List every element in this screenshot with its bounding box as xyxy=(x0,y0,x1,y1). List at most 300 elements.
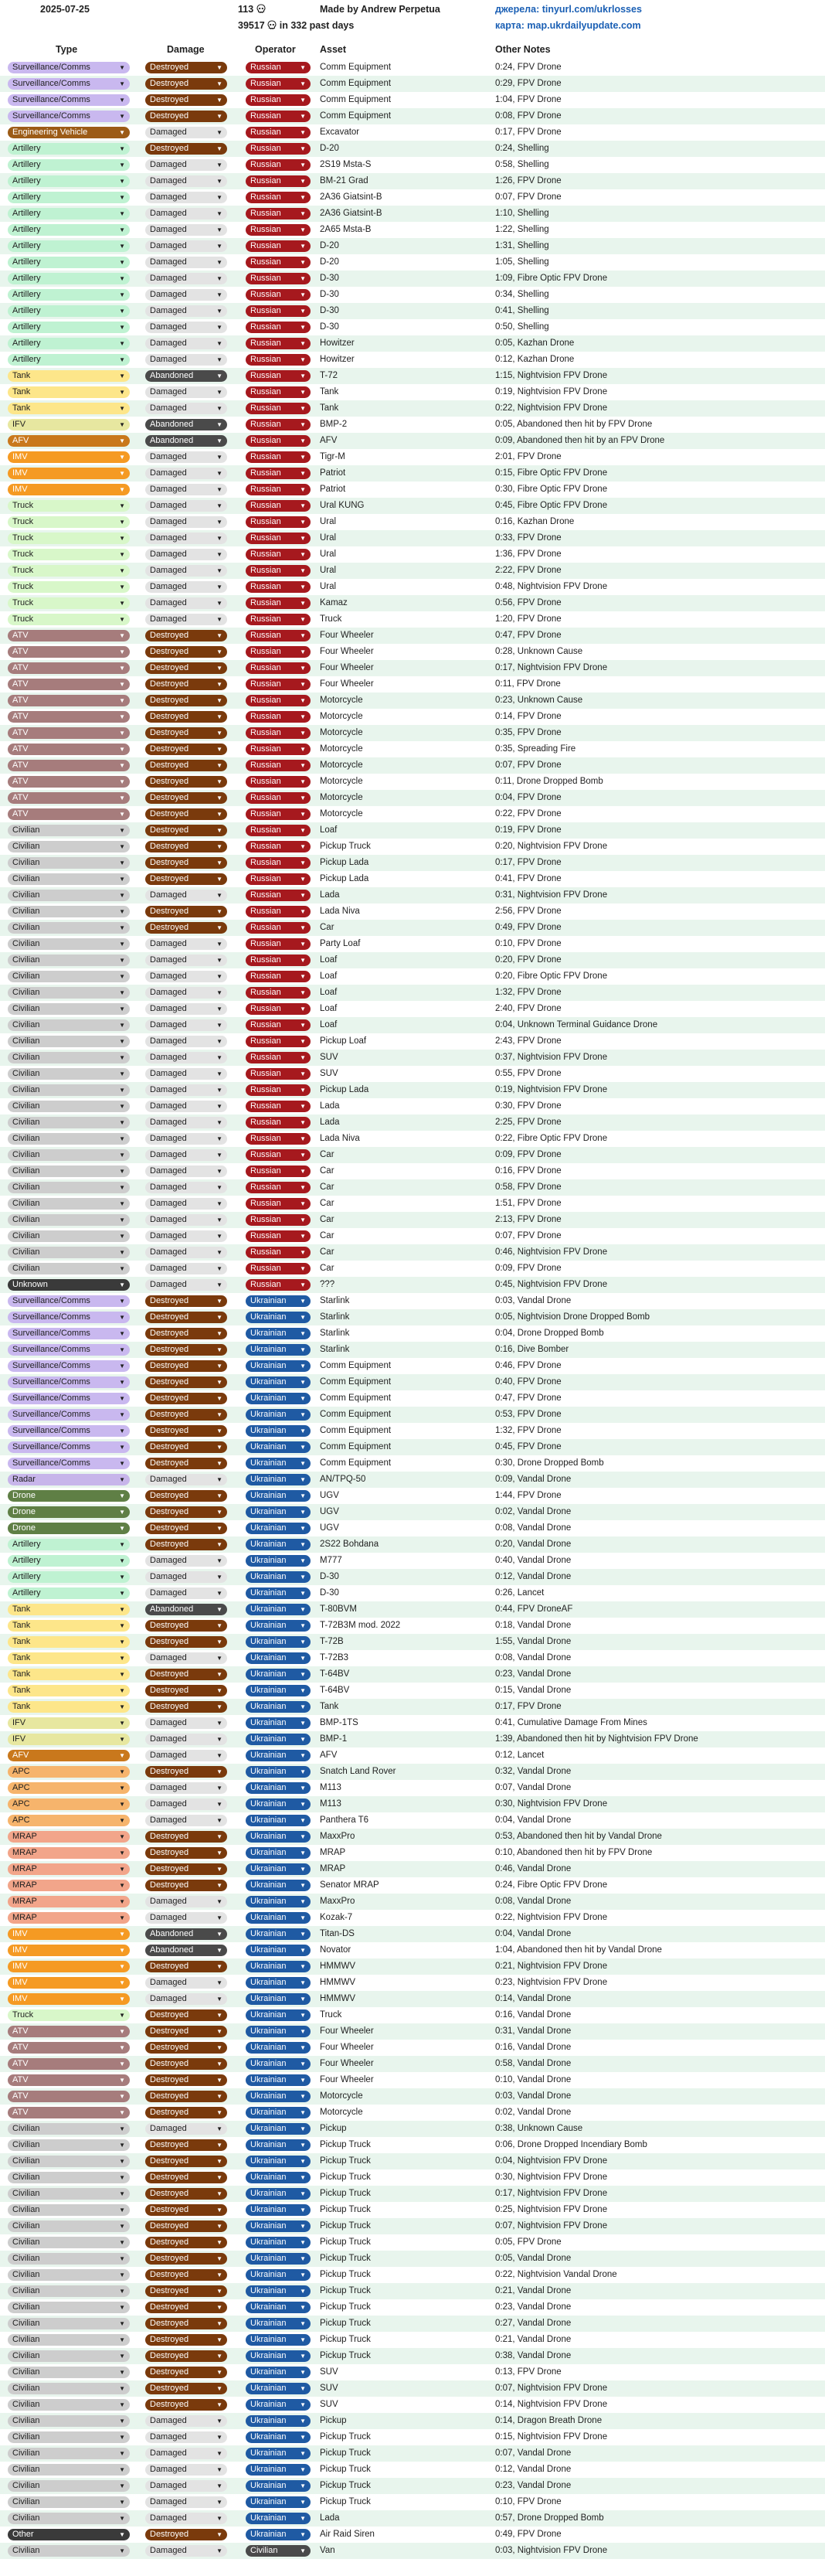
damage-dropdown[interactable] xyxy=(145,143,227,155)
type-dropdown[interactable] xyxy=(8,500,130,512)
type-dropdown[interactable] xyxy=(8,1961,130,1972)
damage-dropdown[interactable] xyxy=(145,2107,227,2118)
operator-dropdown[interactable] xyxy=(246,2204,311,2216)
operator-dropdown[interactable] xyxy=(246,2448,311,2459)
type-dropdown[interactable] xyxy=(8,127,130,138)
operator-dropdown[interactable] xyxy=(246,1052,311,1063)
operator-dropdown[interactable] xyxy=(246,890,311,901)
operator-dropdown[interactable] xyxy=(246,2318,311,2329)
operator-dropdown[interactable] xyxy=(246,500,311,512)
type-dropdown[interactable] xyxy=(8,516,130,528)
type-dropdown[interactable] xyxy=(8,1734,130,1745)
type-dropdown[interactable] xyxy=(8,2383,130,2394)
damage-dropdown[interactable] xyxy=(145,646,227,658)
operator-dropdown[interactable] xyxy=(246,289,311,301)
operator-dropdown[interactable] xyxy=(246,1474,311,1485)
damage-dropdown[interactable] xyxy=(145,1214,227,1226)
operator-dropdown[interactable] xyxy=(246,597,311,609)
type-dropdown[interactable] xyxy=(8,1701,130,1713)
operator-dropdown[interactable] xyxy=(246,2431,311,2443)
damage-dropdown[interactable] xyxy=(145,2367,227,2378)
type-dropdown[interactable] xyxy=(8,2513,130,2524)
damage-dropdown[interactable] xyxy=(145,1523,227,1534)
operator-dropdown[interactable] xyxy=(246,760,311,771)
operator-dropdown[interactable] xyxy=(246,2480,311,2492)
operator-dropdown[interactable] xyxy=(246,581,311,593)
operator-dropdown[interactable] xyxy=(246,1279,311,1291)
damage-dropdown[interactable] xyxy=(145,1458,227,1469)
operator-dropdown[interactable] xyxy=(246,1604,311,1615)
operator-dropdown[interactable] xyxy=(246,1360,311,1372)
damage-dropdown[interactable] xyxy=(145,873,227,885)
damage-dropdown[interactable] xyxy=(145,1912,227,1924)
operator-dropdown[interactable] xyxy=(246,1198,311,1210)
damage-dropdown[interactable] xyxy=(145,322,227,333)
type-dropdown[interactable] xyxy=(8,581,130,593)
type-dropdown[interactable] xyxy=(8,1084,130,1096)
damage-dropdown[interactable] xyxy=(145,1084,227,1096)
operator-dropdown[interactable] xyxy=(246,2496,311,2508)
operator-dropdown[interactable] xyxy=(246,2513,311,2524)
type-dropdown[interactable] xyxy=(8,1766,130,1778)
damage-dropdown[interactable] xyxy=(145,338,227,349)
operator-dropdown[interactable] xyxy=(246,2188,311,2200)
operator-dropdown[interactable] xyxy=(246,1945,311,1956)
type-dropdown[interactable] xyxy=(8,1506,130,1518)
damage-dropdown[interactable] xyxy=(145,1409,227,1421)
damage-dropdown[interactable] xyxy=(145,2302,227,2313)
damage-dropdown[interactable] xyxy=(145,1896,227,1907)
operator-dropdown[interactable] xyxy=(246,2074,311,2086)
type-dropdown[interactable] xyxy=(8,1360,130,1372)
damage-dropdown[interactable] xyxy=(145,2545,227,2557)
operator-dropdown[interactable] xyxy=(246,2107,311,2118)
type-dropdown[interactable] xyxy=(8,192,130,203)
damage-dropdown[interactable] xyxy=(145,2237,227,2248)
damage-dropdown[interactable] xyxy=(145,468,227,479)
operator-dropdown[interactable] xyxy=(246,1344,311,1356)
operator-dropdown[interactable] xyxy=(246,792,311,804)
operator-dropdown[interactable] xyxy=(246,1993,311,2005)
damage-dropdown[interactable] xyxy=(145,1604,227,1615)
operator-dropdown[interactable] xyxy=(246,906,311,917)
damage-dropdown[interactable] xyxy=(145,2496,227,2508)
type-dropdown[interactable] xyxy=(8,1279,130,1291)
type-dropdown[interactable] xyxy=(8,1587,130,1599)
type-dropdown[interactable] xyxy=(8,1490,130,1502)
operator-dropdown[interactable] xyxy=(246,1863,311,1875)
type-dropdown[interactable] xyxy=(8,1571,130,1583)
damage-dropdown[interactable] xyxy=(145,78,227,90)
type-dropdown[interactable] xyxy=(8,2415,130,2427)
type-dropdown[interactable] xyxy=(8,484,130,495)
damage-dropdown[interactable] xyxy=(145,1117,227,1128)
damage-dropdown[interactable] xyxy=(145,1263,227,1274)
type-dropdown[interactable] xyxy=(8,1312,130,1323)
operator-dropdown[interactable] xyxy=(246,2156,311,2167)
damage-dropdown[interactable] xyxy=(145,1587,227,1599)
type-dropdown[interactable] xyxy=(8,1295,130,1307)
operator-dropdown[interactable] xyxy=(246,776,311,788)
operator-dropdown[interactable] xyxy=(246,2399,311,2411)
type-dropdown[interactable] xyxy=(8,955,130,966)
type-dropdown[interactable] xyxy=(8,1036,130,1047)
damage-dropdown[interactable] xyxy=(145,1182,227,1193)
damage-dropdown[interactable] xyxy=(145,1555,227,1567)
operator-dropdown[interactable] xyxy=(246,662,311,674)
type-dropdown[interactable] xyxy=(8,808,130,820)
damage-dropdown[interactable] xyxy=(145,549,227,560)
damage-dropdown[interactable] xyxy=(145,2415,227,2427)
operator-dropdown[interactable] xyxy=(246,1669,311,1680)
column-header-asset[interactable]: Asset xyxy=(320,44,347,55)
type-dropdown[interactable] xyxy=(8,1133,130,1145)
operator-dropdown[interactable] xyxy=(246,2350,311,2362)
operator-dropdown[interactable] xyxy=(246,484,311,495)
type-dropdown[interactable] xyxy=(8,403,130,414)
operator-dropdown[interactable] xyxy=(246,305,311,317)
type-dropdown[interactable] xyxy=(8,1101,130,1112)
type-dropdown[interactable] xyxy=(8,2269,130,2281)
operator-dropdown[interactable] xyxy=(246,1230,311,1242)
operator-dropdown[interactable] xyxy=(246,1506,311,1518)
damage-dropdown[interactable] xyxy=(145,760,227,771)
type-dropdown[interactable] xyxy=(8,597,130,609)
type-dropdown[interactable] xyxy=(8,2026,130,2037)
damage-dropdown[interactable] xyxy=(145,1652,227,1664)
type-dropdown[interactable] xyxy=(8,2204,130,2216)
damage-dropdown[interactable] xyxy=(145,1880,227,1891)
type-dropdown[interactable] xyxy=(8,370,130,382)
operator-dropdown[interactable] xyxy=(246,1312,311,1323)
damage-dropdown[interactable] xyxy=(145,808,227,820)
damage-dropdown[interactable] xyxy=(145,906,227,917)
damage-dropdown[interactable] xyxy=(145,1506,227,1518)
type-dropdown[interactable] xyxy=(8,1847,130,1859)
type-dropdown[interactable] xyxy=(8,1717,130,1729)
type-dropdown[interactable] xyxy=(8,1458,130,1469)
operator-dropdown[interactable] xyxy=(246,1376,311,1388)
type-dropdown[interactable] xyxy=(8,208,130,219)
type-dropdown[interactable] xyxy=(8,565,130,577)
damage-dropdown[interactable] xyxy=(145,2009,227,2021)
type-dropdown[interactable] xyxy=(8,159,130,171)
type-dropdown[interactable] xyxy=(8,2139,130,2151)
type-dropdown[interactable] xyxy=(8,1068,130,1080)
damage-dropdown[interactable] xyxy=(145,581,227,593)
operator-dropdown[interactable] xyxy=(246,2269,311,2281)
operator-dropdown[interactable] xyxy=(246,78,311,90)
damage-dropdown[interactable] xyxy=(145,1669,227,1680)
operator-dropdown[interactable] xyxy=(246,1734,311,1745)
operator-dropdown[interactable] xyxy=(246,224,311,236)
operator-dropdown[interactable] xyxy=(246,370,311,382)
operator-dropdown[interactable] xyxy=(246,468,311,479)
type-dropdown[interactable] xyxy=(8,94,130,106)
type-dropdown[interactable] xyxy=(8,727,130,739)
operator-dropdown[interactable] xyxy=(246,2285,311,2297)
operator-dropdown[interactable] xyxy=(246,1523,311,1534)
damage-dropdown[interactable] xyxy=(145,1149,227,1161)
type-dropdown[interactable] xyxy=(8,1896,130,1907)
type-dropdown[interactable] xyxy=(8,468,130,479)
operator-dropdown[interactable] xyxy=(246,257,311,268)
type-dropdown[interactable] xyxy=(8,1880,130,1891)
damage-dropdown[interactable] xyxy=(145,1782,227,1794)
damage-dropdown[interactable] xyxy=(145,1393,227,1404)
type-dropdown[interactable] xyxy=(8,386,130,398)
type-dropdown[interactable] xyxy=(8,1798,130,1810)
operator-dropdown[interactable] xyxy=(246,1214,311,1226)
damage-dropdown[interactable] xyxy=(145,1068,227,1080)
damage-dropdown[interactable] xyxy=(145,776,227,788)
damage-dropdown[interactable] xyxy=(145,370,227,382)
operator-dropdown[interactable] xyxy=(246,2139,311,2151)
type-dropdown[interactable] xyxy=(8,2091,130,2102)
operator-dropdown[interactable] xyxy=(246,1068,311,1080)
operator-dropdown[interactable] xyxy=(246,2172,311,2183)
damage-dropdown[interactable] xyxy=(145,2188,227,2200)
type-dropdown[interactable] xyxy=(8,1945,130,1956)
damage-dropdown[interactable] xyxy=(145,744,227,755)
damage-dropdown[interactable] xyxy=(145,127,227,138)
operator-dropdown[interactable] xyxy=(246,1782,311,1794)
type-dropdown[interactable] xyxy=(8,533,130,544)
damage-dropdown[interactable] xyxy=(145,1052,227,1063)
damage-dropdown[interactable] xyxy=(145,1165,227,1177)
type-dropdown[interactable] xyxy=(8,2480,130,2492)
type-dropdown[interactable] xyxy=(8,857,130,869)
damage-dropdown[interactable] xyxy=(145,451,227,463)
type-dropdown[interactable] xyxy=(8,435,130,447)
damage-dropdown[interactable] xyxy=(145,159,227,171)
type-dropdown[interactable] xyxy=(8,1782,130,1794)
damage-dropdown[interactable] xyxy=(145,484,227,495)
operator-dropdown[interactable] xyxy=(246,175,311,187)
damage-dropdown[interactable] xyxy=(145,354,227,366)
type-dropdown[interactable] xyxy=(8,695,130,706)
type-dropdown[interactable] xyxy=(8,1604,130,1615)
column-header-notes[interactable]: Other Notes xyxy=(495,44,551,55)
type-dropdown[interactable] xyxy=(8,792,130,804)
operator-dropdown[interactable] xyxy=(246,451,311,463)
type-dropdown[interactable] xyxy=(8,1474,130,1485)
type-dropdown[interactable] xyxy=(8,1831,130,1843)
operator-dropdown[interactable] xyxy=(246,727,311,739)
damage-dropdown[interactable] xyxy=(145,565,227,577)
operator-dropdown[interactable] xyxy=(246,1182,311,1193)
type-dropdown[interactable] xyxy=(8,62,130,73)
operator-dropdown[interactable] xyxy=(246,646,311,658)
damage-dropdown[interactable] xyxy=(145,2026,227,2037)
damage-dropdown[interactable] xyxy=(145,662,227,674)
type-dropdown[interactable] xyxy=(8,825,130,836)
operator-dropdown[interactable] xyxy=(246,565,311,577)
damage-dropdown[interactable] xyxy=(145,1312,227,1323)
type-dropdown[interactable] xyxy=(8,354,130,366)
type-dropdown[interactable] xyxy=(8,679,130,690)
operator-dropdown[interactable] xyxy=(246,1490,311,1502)
damage-dropdown[interactable] xyxy=(145,711,227,723)
damage-dropdown[interactable] xyxy=(145,1766,227,1778)
operator-dropdown[interactable] xyxy=(246,1133,311,1145)
operator-dropdown[interactable] xyxy=(246,2253,311,2265)
damage-dropdown[interactable] xyxy=(145,1928,227,1940)
damage-dropdown[interactable] xyxy=(145,2448,227,2459)
type-dropdown[interactable] xyxy=(8,2123,130,2135)
operator-dropdown[interactable] xyxy=(246,322,311,333)
damage-dropdown[interactable] xyxy=(145,1101,227,1112)
type-dropdown[interactable] xyxy=(8,776,130,788)
damage-dropdown[interactable] xyxy=(145,955,227,966)
type-dropdown[interactable] xyxy=(8,1815,130,1826)
damage-dropdown[interactable] xyxy=(145,2529,227,2540)
operator-dropdown[interactable] xyxy=(246,1571,311,1583)
operator-dropdown[interactable] xyxy=(246,403,311,414)
operator-dropdown[interactable] xyxy=(246,273,311,284)
damage-dropdown[interactable] xyxy=(145,2123,227,2135)
damage-dropdown[interactable] xyxy=(145,1636,227,1648)
type-dropdown[interactable] xyxy=(8,1230,130,1242)
type-dropdown[interactable] xyxy=(8,1750,130,1761)
type-dropdown[interactable] xyxy=(8,2156,130,2167)
type-dropdown[interactable] xyxy=(8,451,130,463)
operator-dropdown[interactable] xyxy=(246,1084,311,1096)
type-dropdown[interactable] xyxy=(8,257,130,268)
damage-dropdown[interactable] xyxy=(145,1734,227,1745)
type-dropdown[interactable] xyxy=(8,2172,130,2183)
operator-dropdown[interactable] xyxy=(246,192,311,203)
type-dropdown[interactable] xyxy=(8,419,130,430)
operator-dropdown[interactable] xyxy=(246,2415,311,2427)
damage-dropdown[interactable] xyxy=(145,192,227,203)
type-dropdown[interactable] xyxy=(8,2334,130,2346)
operator-dropdown[interactable] xyxy=(246,2545,311,2557)
damage-dropdown[interactable] xyxy=(145,2042,227,2054)
operator-dropdown[interactable] xyxy=(246,987,311,999)
damage-dropdown[interactable] xyxy=(145,987,227,999)
operator-dropdown[interactable] xyxy=(246,695,311,706)
damage-dropdown[interactable] xyxy=(145,2383,227,2394)
type-dropdown[interactable] xyxy=(8,240,130,252)
damage-dropdown[interactable] xyxy=(145,2172,227,2183)
operator-dropdown[interactable] xyxy=(246,857,311,869)
type-dropdown[interactable] xyxy=(8,1052,130,1063)
type-dropdown[interactable] xyxy=(8,2399,130,2411)
damage-dropdown[interactable] xyxy=(145,679,227,690)
type-dropdown[interactable] xyxy=(8,971,130,982)
operator-dropdown[interactable] xyxy=(246,1003,311,1015)
damage-dropdown[interactable] xyxy=(145,1993,227,2005)
damage-dropdown[interactable] xyxy=(145,1863,227,1875)
type-dropdown[interactable] xyxy=(8,2074,130,2086)
type-dropdown[interactable] xyxy=(8,1263,130,1274)
operator-dropdown[interactable] xyxy=(246,2464,311,2476)
type-dropdown[interactable] xyxy=(8,938,130,950)
operator-dropdown[interactable] xyxy=(246,516,311,528)
damage-dropdown[interactable] xyxy=(145,1328,227,1339)
damage-dropdown[interactable] xyxy=(145,841,227,852)
type-dropdown[interactable] xyxy=(8,1441,130,1453)
damage-dropdown[interactable] xyxy=(145,825,227,836)
type-dropdown[interactable] xyxy=(8,2220,130,2232)
operator-dropdown[interactable] xyxy=(246,159,311,171)
type-dropdown[interactable] xyxy=(8,2107,130,2118)
damage-dropdown[interactable] xyxy=(145,1571,227,1583)
type-dropdown[interactable] xyxy=(8,1977,130,1989)
type-dropdown[interactable] xyxy=(8,662,130,674)
damage-dropdown[interactable] xyxy=(145,2220,227,2232)
operator-dropdown[interactable] xyxy=(246,2220,311,2232)
damage-dropdown[interactable] xyxy=(145,2091,227,2102)
operator-dropdown[interactable] xyxy=(246,1847,311,1859)
type-dropdown[interactable] xyxy=(8,175,130,187)
damage-dropdown[interactable] xyxy=(145,1344,227,1356)
damage-dropdown[interactable] xyxy=(145,2334,227,2346)
operator-dropdown[interactable] xyxy=(246,143,311,155)
operator-dropdown[interactable] xyxy=(246,1165,311,1177)
damage-dropdown[interactable] xyxy=(145,62,227,73)
operator-dropdown[interactable] xyxy=(246,94,311,106)
type-dropdown[interactable] xyxy=(8,1198,130,1210)
operator-dropdown[interactable] xyxy=(246,1539,311,1550)
type-dropdown[interactable] xyxy=(8,2496,130,2508)
type-dropdown[interactable] xyxy=(8,1117,130,1128)
type-dropdown[interactable] xyxy=(8,2058,130,2070)
type-dropdown[interactable] xyxy=(8,273,130,284)
operator-dropdown[interactable] xyxy=(246,1555,311,1567)
type-dropdown[interactable] xyxy=(8,1523,130,1534)
damage-dropdown[interactable] xyxy=(145,2074,227,2086)
operator-dropdown[interactable] xyxy=(246,1701,311,1713)
damage-dropdown[interactable] xyxy=(145,857,227,869)
type-dropdown[interactable] xyxy=(8,1344,130,1356)
type-dropdown[interactable] xyxy=(8,111,130,122)
operator-dropdown[interactable] xyxy=(246,2383,311,2394)
column-header-type[interactable]: Type xyxy=(56,44,78,55)
type-dropdown[interactable] xyxy=(8,2545,130,2557)
operator-dropdown[interactable] xyxy=(246,2302,311,2313)
operator-dropdown[interactable] xyxy=(246,873,311,885)
operator-dropdown[interactable] xyxy=(246,1409,311,1421)
operator-dropdown[interactable] xyxy=(246,1328,311,1339)
type-dropdown[interactable] xyxy=(8,1214,130,1226)
operator-dropdown[interactable] xyxy=(246,1263,311,1274)
damage-dropdown[interactable] xyxy=(145,2513,227,2524)
type-dropdown[interactable] xyxy=(8,1912,130,1924)
damage-dropdown[interactable] xyxy=(145,2431,227,2443)
operator-dropdown[interactable] xyxy=(246,2026,311,2037)
damage-dropdown[interactable] xyxy=(145,240,227,252)
operator-dropdown[interactable] xyxy=(246,1441,311,1453)
type-dropdown[interactable] xyxy=(8,906,130,917)
type-dropdown[interactable] xyxy=(8,1393,130,1404)
damage-dropdown[interactable] xyxy=(145,208,227,219)
type-dropdown[interactable] xyxy=(8,289,130,301)
damage-dropdown[interactable] xyxy=(145,1945,227,1956)
operator-dropdown[interactable] xyxy=(246,2058,311,2070)
operator-dropdown[interactable] xyxy=(246,127,311,138)
operator-dropdown[interactable] xyxy=(246,1149,311,1161)
damage-dropdown[interactable] xyxy=(145,419,227,430)
damage-dropdown[interactable] xyxy=(145,1717,227,1729)
operator-dropdown[interactable] xyxy=(246,1636,311,1648)
damage-dropdown[interactable] xyxy=(145,1295,227,1307)
damage-dropdown[interactable] xyxy=(145,1815,227,1826)
operator-dropdown[interactable] xyxy=(246,1815,311,1826)
operator-dropdown[interactable] xyxy=(246,971,311,982)
type-dropdown[interactable] xyxy=(8,2188,130,2200)
